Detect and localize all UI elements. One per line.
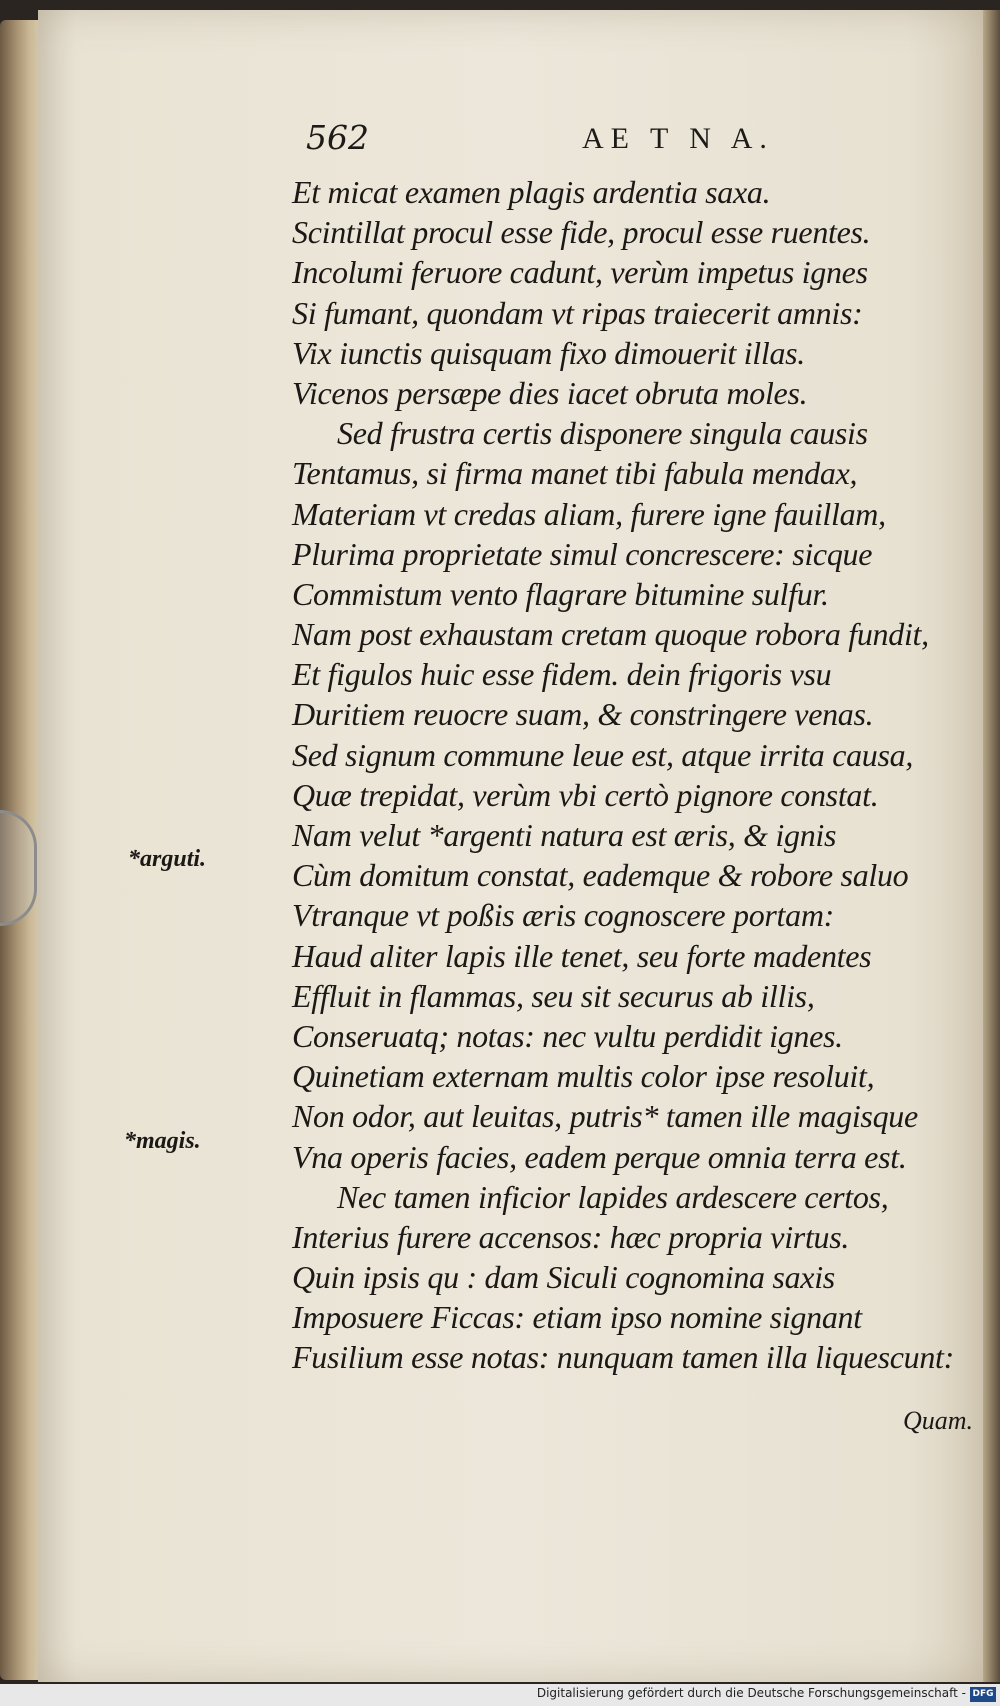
footer-bar: [0, 1684, 1000, 1706]
verse-line: Sed signum commune leue est, atque irrita causa,: [292, 736, 914, 773]
verse-line: Vtranque vt poßis æris cognoscere portam:: [292, 897, 835, 934]
page-right-edge: [983, 10, 1000, 1682]
page-header: [306, 118, 786, 168]
page-number: 562: [306, 118, 369, 157]
verse-line: Conseruatq; notas: nec vultu perdidit ignes.: [292, 1017, 843, 1054]
verse-line: Vicenos persæpe dies iacet obruta moles.: [292, 374, 808, 411]
verse-block: [292, 172, 982, 1378]
verse-line: Vix iunctis quisquam fixo dimouerit illas.: [292, 334, 805, 371]
verse-line: Si fumant, quondam vt ripas traiecerit amnis:: [292, 294, 863, 331]
verse-line: Haud aliter lapis ille tenet, seu forte madentes: [292, 937, 872, 974]
catchword: Quam.: [903, 1406, 974, 1435]
verse-line: Et micat examen plagis ardentia saxa.: [292, 174, 771, 210]
verse-line: Fusilium esse notas: nunquam tamen illa liquescunt:: [292, 1339, 954, 1376]
verse-line: Incolumi feruore cadunt, verùm impetus ignes: [292, 254, 868, 291]
verse-line: Non odor, aut leuitas, putris* tamen ille magisque: [292, 1098, 918, 1135]
verse-line: Nam velut *argenti natura est æris, & ignis: [292, 817, 837, 853]
verse-line: Cùm domitum constat, eademque & robore saluo: [292, 857, 909, 894]
verse-line: Sed frustra certis disponere singula causis: [337, 415, 868, 452]
verse-line: Tentamus, si firma manet tibi fabula mendax,: [292, 455, 858, 492]
verse-line: Quin ipsis qu : dam Siculi cognomina saxis: [292, 1259, 835, 1296]
digitization-credit: Digitalisierung gefördert durch die Deutsche Forschungsgemeinschaft -: [536, 1686, 966, 1700]
margin-note-magis: *magis.: [124, 1128, 201, 1154]
verse-line: Scintillat procul esse fide, procul esse ruentes.: [292, 214, 871, 251]
verse-line: Quæ trepidat, verùm vbi certò pignore constat.: [292, 776, 879, 813]
dfg-logo-icon: DFG: [970, 1687, 996, 1702]
verse-line: Nec tamen inficior lapides ardescere certos,: [337, 1178, 889, 1215]
verse-line: Imposuere Ficcas: etiam ipso nomine signant: [292, 1299, 862, 1336]
verse-line: Plurima proprietate simul concrescere: sicque: [292, 535, 873, 572]
verse-line: Nam post exhaustam cretam quoque robora fundit,: [292, 616, 929, 653]
verse-line: Quinetiam externam multis color ipse resoluit,: [292, 1058, 875, 1095]
verse-line: Interius furere accensos: hæc propria virtus.: [292, 1218, 850, 1255]
verse-line: Duritiem reuocre suam, & constringere venas.: [292, 696, 874, 733]
margin-note-arguti: *arguti.: [128, 846, 207, 872]
running-title: AE T N A.: [582, 122, 774, 155]
verse-line: Materiam vt credas aliam, furere igne fauillam,: [292, 495, 886, 532]
verse-line: Vna operis facies, eadem perque omnia terra est.: [292, 1138, 907, 1175]
verse-line: Et figulos huic esse fidem. dein frigoris vsu: [292, 656, 832, 693]
verse-line: Effluit in flammas, seu sit securus ab illis,: [292, 977, 815, 1014]
verse-line: Commistum vento flagrare bitumine sulfur.: [292, 575, 829, 612]
